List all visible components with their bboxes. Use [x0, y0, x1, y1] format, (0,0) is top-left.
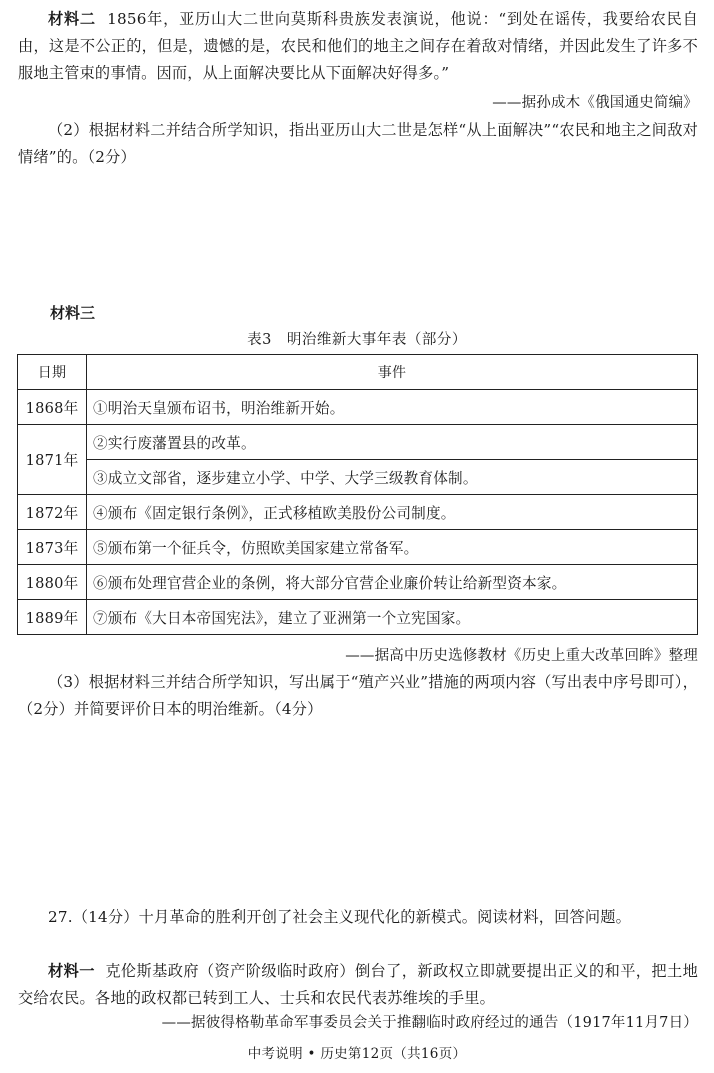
row-event: ⑦颁布《大日本帝国宪法》，建立了亚洲第一个立宪国家。: [87, 600, 698, 635]
material-2-paragraph: [18, 6, 698, 87]
row-date: 1872年: [18, 495, 87, 530]
material-1-label: 材料一: [48, 962, 95, 980]
page-footer: 中考说明 • 历史第12页（共16页）: [247, 1046, 467, 1062]
row-date: 1873年: [18, 530, 87, 565]
row-event: ④颁布《固定银行条例》，正式移植欧美股份公司制度。: [87, 495, 698, 530]
material-2-text: 1856年，亚历山大二世向莫斯科贵族发表演说，他说：“到处在谣传，我要给农民自由，这是不公正的，但是，遗憾的是，农民和他们的地主之间存在着敌对情绪，并因此发生了许多不服地主管束的事情。因而，从上面解决要比从下面解决好得多。”: [18, 10, 698, 82]
question-2: （2）根据材料二并结合所学知识，指出亚历山大二世是怎样“从上面解决”“农民和地主之间敌对情绪”的。（2分）: [18, 121, 698, 166]
row-date: 1868年: [18, 390, 87, 425]
material-1-paragraph: [18, 958, 698, 1012]
row-date: 1889年: [18, 600, 87, 635]
row-event: ⑤颁布第一个征兵令，仿照欧美国家建立常备军。: [87, 530, 698, 565]
material-1-text: 克伦斯基政府（资产阶级临时政府）倒台了，新政权立即就要提出正义的和平，把土地交给农民。各地的政权都已转到工人、士兵和农民代表苏维埃的手里。: [18, 962, 698, 1007]
material-1-source: ——据彼得格勒革命军事委员会关于推翻临时政府经过的通告（1917年11月7日）: [161, 1015, 698, 1031]
table-header-row: [18, 355, 698, 390]
table-row: [18, 495, 698, 530]
material-3-source: ——据高中历史选修教材《历史上重大改革回眸》整理: [345, 648, 698, 664]
table-row: [18, 565, 698, 600]
row-date: 1871年: [18, 425, 87, 495]
table-row: [18, 460, 698, 495]
table-row: [18, 600, 698, 635]
material-2-label: 材料二: [48, 10, 96, 28]
header-date: 日期: [18, 355, 87, 390]
row-event: ⑥颁布处理官营企业的条例，将大部分官营企业廉价转让给新型资本家。: [87, 565, 698, 600]
material-3-label: 材料三: [50, 304, 96, 322]
question-27: 27.（14分）十月革命的胜利开创了社会主义现代化的新模式。阅读材料，回答问题。: [48, 908, 632, 926]
row-event: ②实行废藩置县的改革。: [87, 425, 698, 460]
material-2-source: ——据孙成木《俄国通史简编》: [492, 95, 698, 111]
question-3: （3）根据材料三并结合所学知识，写出属于“殖产兴业”措施的两项内容（写出表中序号即可），（2分）并简要评价日本的明治维新。（4分）: [18, 673, 698, 718]
table-row: [18, 425, 698, 460]
row-event: ③成立文部省，逐步建立小学、中学、大学三级教育体制。: [87, 460, 698, 495]
table-caption: 表3 明治维新大事年表（部分）: [247, 332, 467, 348]
events-table: [17, 354, 698, 635]
table-row: [18, 390, 698, 425]
row-event: ①明治天皇颁布诏书，明治维新开始。: [87, 390, 698, 425]
header-event: 事件: [87, 355, 698, 390]
table-row: [18, 530, 698, 565]
row-date: 1880年: [18, 565, 87, 600]
